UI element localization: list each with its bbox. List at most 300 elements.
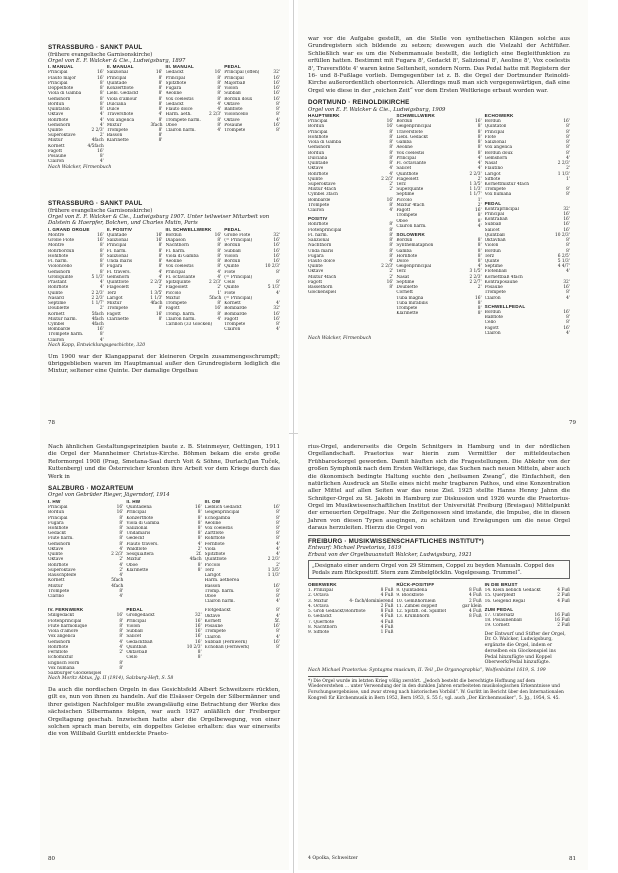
stop-row: [396, 311, 481, 316]
stop-name: Oktavbaß: [484, 238, 506, 244]
stop-pitch: 16': [563, 325, 570, 331]
stop-pitch: 32': [563, 206, 570, 212]
stop-pitch: 4': [217, 316, 222, 322]
stop-pitch: 8': [119, 623, 124, 629]
stop-name: Fagott: [396, 208, 411, 214]
stop-name: Kontraprincipal: [484, 206, 519, 212]
stop-pitch: 8': [276, 269, 280, 275]
stop-pitch: 5 1/3': [557, 259, 570, 265]
stop-pitch: 2': [389, 187, 394, 193]
stop-pitch: 8': [197, 531, 202, 537]
stop-name: Fugara: [48, 520, 64, 526]
stop-pitch: 8': [217, 122, 222, 128]
column-heading: ECHOWERK: [484, 113, 514, 119]
stop-name: Fl. travers.: [106, 269, 131, 275]
page-79: [298, 0, 588, 434]
stop-pitch: 2': [389, 274, 394, 280]
stop-pitch: 16': [214, 70, 222, 76]
stop-name: Principal: [484, 211, 505, 217]
stop-pitch: 4': [119, 562, 124, 568]
stop-name: Posaune: [484, 285, 503, 291]
section-subtitle: (frühere evangelische Garnisonskirche): [48, 207, 153, 214]
stop-pitch: 8': [276, 645, 280, 651]
stop-name: Vox angelica: [484, 145, 513, 151]
stop-name: Bordun: [48, 101, 65, 107]
stop-pitch: 8': [389, 155, 394, 161]
column-heading: IN DIE BRUST: [484, 582, 518, 588]
stop-pitch: 4 Fuß: [468, 593, 482, 599]
stop-pitch: 10 2/3': [555, 232, 570, 238]
stop-pitch: 4': [119, 546, 124, 552]
stop-name: Quinte: [484, 259, 500, 265]
stop-name: Fagott: [224, 316, 239, 322]
stop-pitch: 4fach: [111, 583, 124, 589]
stop-pitch: 8': [197, 650, 202, 656]
column-heading: I. MANUAL: [48, 64, 74, 70]
source-note: Nach Walcker, Firmenbuch: [48, 164, 112, 170]
stop-name: 1. Prinzipal: [308, 588, 333, 594]
column-heading: III. SCHWELLWERK: [165, 227, 212, 232]
stop-pitch: 8': [119, 531, 124, 537]
page-number: 78: [48, 420, 55, 426]
stop-pitch: 2': [99, 133, 104, 139]
stop-name: Geigenprincipal: [396, 264, 432, 270]
stop-pitch: 4': [197, 541, 202, 547]
stop-pitch: 8': [197, 655, 202, 661]
stop-pitch: 8 Fuß: [468, 588, 482, 594]
stop-pitch: 8': [158, 127, 163, 133]
stop-name: Flageolett: [396, 176, 419, 182]
stop-pitch: 4': [217, 274, 222, 280]
stop-pitch: 8': [566, 129, 570, 135]
stop-pitch: 4fach: [91, 316, 104, 322]
stoplist-grid: [48, 64, 280, 164]
stop-pitch: 32': [273, 233, 280, 238]
stop-pitch: 8': [566, 124, 570, 130]
stop-pitch: 4': [477, 223, 482, 229]
stop-pitch: 1 Fuß: [380, 630, 394, 636]
stoplist-grid: [308, 582, 570, 666]
stop-pitch: 2': [119, 557, 124, 563]
stop-name: Spitzflöte: [204, 552, 226, 558]
stop-name: Principal: [165, 75, 186, 81]
stop-pitch: 16': [273, 248, 280, 254]
stop-pitch: 4': [99, 280, 104, 286]
stop-name: Salzburger Glockenspiel: [48, 671, 102, 677]
stop-name: Violon: [126, 623, 141, 629]
builder-line: Orgel von E. F. Walcker & Cie., Ludwigsburg 1907. Unter teilweiser Mitarbeit von Dalstein & Haerpfer, Bolchen, und Charles Mutin, Paris: [48, 213, 270, 227]
stop-pitch: 8': [389, 202, 394, 208]
stop-pitch: 4': [276, 613, 280, 619]
stop-name: Vox humana: [484, 192, 512, 198]
stop-pitch: 16': [273, 75, 280, 81]
stop-name: Aeoline: [396, 145, 413, 151]
stop-pitch: 2': [158, 285, 163, 291]
section-title: FREIBURG · MUSIKWISSENSCHAFTLICHES INSTITUT*): [308, 537, 484, 545]
stop-pitch: 8': [389, 248, 394, 254]
stop-name: Viola di Gamba: [48, 91, 82, 97]
stop-row: [205, 645, 280, 650]
stop-pitch: 4': [99, 122, 104, 128]
stop-pitch: 4fach: [189, 557, 202, 563]
stop-name: Bordun: [396, 238, 413, 244]
page-80: [40, 434, 289, 870]
stop-name: Kornettbaß 4fach: [484, 274, 523, 280]
stop-name: Oktave: [204, 613, 221, 619]
stop-name: Flötenbaß: [484, 269, 507, 275]
stop-name: Salizional: [308, 238, 330, 244]
stop-column: [224, 64, 280, 164]
stop-pitch: 2': [477, 202, 482, 208]
stop-name: Bombarde: [224, 311, 247, 317]
quote: „Designato einer andern Orgel von 29 Stimmen, Coppel zu beyden Manualn. Coppel des Pedals zum Rückpositiff. Stern zum Zimbelglöcklin. Vogelgesang. Trummel“.: [312, 563, 555, 576]
stop-name: Fernflöte: [48, 650, 68, 656]
stop-pitch: 4fach: [150, 301, 163, 307]
stop-row: [224, 128, 280, 133]
stop-row: [107, 317, 163, 322]
stop-pitch: 32': [273, 70, 280, 76]
stop-name: Klarinette: [106, 138, 129, 144]
stop-pitch: 4': [158, 274, 163, 280]
stop-name: Trompete: [308, 202, 330, 208]
footnote: *) Die Orgel wurde im letzten Krieg völlig zerstört. „Jedoch besteht die berechtigte Hoffnung auf dem Wiedererstehen ... unter Verwendung der in den dunklen Jahren erarbeiteten musikologischen Erkenntnisse und Forschungsergebnisse, und zwar streng nach historischen Vorbild“. W. Gurlitt im Bericht über den Internationalen Kongreß für Kirchenmusik in Bern 1952, Bern 1953, S. 55 f.; vgl. auch „Der Kirchenmusiker“, 5. Jg., 1954, S. 45.: [308, 678, 564, 701]
stop-name: Quinte: [48, 552, 63, 558]
stop-name: Quinte: [308, 176, 323, 182]
stop-pitch: 16': [214, 306, 222, 312]
stop-pitch: 16': [273, 122, 280, 128]
stop-name: Clarino: [48, 594, 65, 600]
section-title: DORTMUND · REINOLDIKIRCHE: [308, 99, 410, 106]
stop-pitch: 16 Fuß: [554, 618, 570, 624]
stop-name: Quintatön: [484, 124, 507, 130]
stop-name: Bordun doux: [484, 150, 513, 156]
stop-name: Doppelflöte: [48, 86, 74, 92]
stop-pitch: 4': [158, 112, 163, 118]
stop-pitch: 4 4/7': [557, 264, 570, 270]
stop-name: Piccolo: [165, 290, 182, 296]
stop-name: Bordun: [308, 150, 325, 156]
stop-name: Clairon harm.: [165, 127, 196, 133]
stop-pitch: 8': [158, 306, 163, 312]
stop-pitch: 16': [563, 285, 570, 291]
stop-pitch: 2 2/3': [91, 127, 104, 133]
stop-pitch: 16': [195, 505, 202, 511]
stop-name: Nachthorn: [165, 243, 189, 249]
stop-pitch: 4': [276, 634, 280, 640]
stop-pitch: 4': [99, 159, 104, 165]
stop-pitch: 16': [97, 70, 104, 76]
stop-name: Cello: [484, 320, 496, 326]
design-line: Entwurf: Michael Praetorius, 1619: [308, 545, 402, 552]
stop-pitch: 16': [273, 80, 280, 86]
stop-pitch: 8': [158, 117, 163, 123]
stop-name: Fugara: [308, 253, 324, 259]
stop-name: Kornett: [48, 578, 65, 584]
stop-name: Dulciana: [308, 155, 328, 161]
stop-pitch: 4': [276, 599, 280, 605]
stop-name: Septime: [484, 264, 503, 270]
stop-name: Mixtur 4fach: [308, 274, 337, 280]
column-heading: PEDAL: [224, 227, 241, 232]
rule: [308, 535, 570, 536]
stoplist-grid: [308, 113, 570, 336]
stop-pitch: 16': [273, 243, 280, 249]
stop-name: Vox coelestis: [204, 525, 233, 531]
section-title: STRASSBURG · SANKT PAUL: [48, 200, 143, 207]
builder-line: Orgel von E. F. Walcker & Cie., Ludwigsburg, 1897: [48, 57, 186, 64]
stop-column: [205, 499, 280, 604]
stop-name: Quinte: [48, 127, 63, 133]
stop-pitch: 32': [195, 613, 202, 619]
stop-pitch: 8': [276, 594, 280, 600]
stop-pitch: 2 2/7': [469, 279, 482, 285]
stop-pitch: 8': [158, 75, 163, 81]
stop-name: Geigenprincipal: [204, 510, 240, 516]
stop-column: [396, 582, 481, 666]
stop-pitch: 4': [99, 117, 104, 123]
stop-pitch: 4 Fuß: [557, 588, 570, 594]
stop-pitch: 8': [119, 618, 124, 624]
stop-pitch: 8': [217, 264, 222, 270]
stop-name: Basson: [204, 583, 221, 589]
stop-pitch: 8': [566, 134, 570, 140]
stop-column: [166, 64, 222, 164]
stop-name: Klarinette: [126, 567, 149, 573]
stop-pitch: 16': [273, 96, 280, 102]
stop-pitch: 8': [158, 101, 163, 107]
stop-name: Gedacktbaß: [126, 639, 153, 645]
stop-pitch: 2': [477, 285, 482, 291]
stop-name: Liebl. Gedackt: [106, 91, 139, 97]
stop-pitch: 8': [477, 248, 482, 254]
stop-name: Undamaris: [126, 531, 151, 537]
stop-name: Konzertflöte: [126, 515, 154, 521]
stop-pitch: 16': [273, 91, 280, 97]
stop-name: Echobaß (Fernwerk): [204, 645, 250, 651]
stop-pitch: 5fach: [209, 295, 222, 301]
stop-name: Dulce: [106, 107, 120, 113]
stop-name: Kornettmixtur 4fach: [484, 181, 530, 187]
stop-pitch: 8': [217, 301, 222, 307]
stop-pitch: 8': [217, 96, 222, 102]
stop-name: Quintatön: [48, 107, 70, 113]
section-subtitle: (frühere evangelische Garnisonskirche): [48, 51, 153, 58]
stop-pitch: 1': [477, 197, 482, 203]
stop-name: Doublette: [396, 285, 418, 291]
stop-pitch: 8': [99, 248, 104, 254]
stop-name: Superoktave: [308, 181, 336, 187]
stop-name: Fl. harm.: [48, 259, 68, 265]
stop-pitch: 8': [217, 238, 222, 244]
stop-name: Quintbaß: [126, 644, 147, 650]
stop-pitch: 2': [119, 567, 124, 573]
stop-name: Trompete: [204, 629, 226, 635]
stop-pitch: 4': [119, 644, 124, 650]
body-paragraph: rius-Orgel, andererseits die Orgeln Schnitgers in Hamburg und in der nördlichen Orgellandschaft. Praetorius war hierin zum Vermittler der mitteldeutschen Frühbarockorgel geworden. Damit häuften sich die Fragestellungen. Die Abkehr von der großen Symphonik nach dem Ersten Weltkriege, das Suchen nach neuen Mitteln, aber auch die ökonomisch bedingte Haltung suchte den „heilsamen Zwang“, die Einfachheit, den natürlichen Ausdruck an Stelle eines nicht mehr tragbaren Pathos, und eine Konzentration aller Mittel auf allen Seiten war das neue Ziel. 1925 stellte Hanns Henny Jahnn die Schnitger-Orgel zu St. Jakobi in Hamburg zur Diskussion und 1926 wurde die Praetorius-Orgel im Musikwissenschaftlichen Institut der Universität Freiburg (Breisgau) Mittelpunkt der erneuerten Orgelfrage. Nur die Zeitgenossen sind imstande, die Impulse, die in diesen Jahren von diesen Typen ausgingen, zu schätzen und Erwägungen um die neue Orgel daraus herzuleiten. Hierzu die Orgel von: [308, 444, 570, 532]
page-number: 81: [569, 856, 576, 862]
stop-pitch: 3fach: [150, 122, 163, 128]
stop-pitch: 16': [116, 505, 124, 511]
stop-name: Flageolett: [165, 285, 188, 291]
stop-name: Clairon: [484, 330, 501, 336]
stop-pitch: [219, 322, 221, 327]
stop-name: Bordun: [165, 233, 182, 238]
stop-pitch: 4': [217, 127, 222, 133]
stop-pitch: 16': [273, 253, 280, 259]
stop-name: Terz: [484, 253, 495, 259]
stop-name: Viola di Gamba: [126, 520, 160, 526]
builder-line: Erbaut von der Orgelbauanstalt Walcker, Ludwigsburg, 1921: [308, 551, 473, 558]
stop-name: Unda maris: [106, 259, 133, 265]
stop-pitch: 8': [217, 248, 222, 254]
stop-pitch: 4': [477, 166, 482, 172]
stop-pitch: 8': [477, 145, 482, 151]
stop-name: Große Flöte: [48, 238, 75, 244]
stop-name: Salizional: [126, 525, 148, 531]
stop-pitch: 8': [566, 150, 570, 156]
stop-name: Glockenspiel: [308, 290, 336, 296]
stop-pitch: 16': [195, 629, 202, 635]
stop-pitch: 8': [477, 311, 482, 317]
stop-pitch: 8': [389, 253, 394, 259]
stop-name: Aeoline: [165, 91, 182, 97]
stop-name: Principal: [126, 618, 146, 624]
column-heading: SCHWELLWERK: [396, 113, 436, 119]
stop-name: Baßflöte: [224, 107, 243, 113]
stop-name: Rohrflöte: [48, 562, 69, 568]
stop-name: Posaune: [48, 154, 67, 160]
stop-pitch: 4': [566, 330, 570, 336]
stop-name: 17. Untersatz: [484, 612, 515, 618]
stop-pitch: 8': [566, 248, 570, 254]
stop-name: Gamba: [396, 248, 412, 254]
stop-name: Gemshorn: [48, 269, 71, 275]
stop-name: Oktave: [308, 269, 324, 275]
stop-pitch: 16': [195, 618, 202, 624]
stop-name: (= Principal): [224, 295, 253, 301]
stop-name: Traversflöte: [396, 129, 423, 135]
stop-pitch: 16': [475, 208, 482, 214]
stop-name: Principal: [106, 243, 127, 249]
stop-name: Bombarde: [224, 306, 247, 312]
stop-name: Dulciana: [106, 101, 127, 107]
stop-pitch: 8': [99, 80, 104, 86]
stop-name: Trompete: [106, 306, 128, 312]
stop-pitch: 16': [214, 233, 222, 238]
column-heading: SOLOWERK: [396, 232, 425, 238]
stop-pitch: 4': [217, 101, 222, 107]
stop-pitch: 1 1/3': [267, 573, 280, 579]
stop-name: Spitzquinte: [165, 280, 191, 286]
stop-name: Gemshorn: [48, 96, 71, 102]
stop-name: Majorbaß: [224, 80, 246, 86]
column-heading: III. OW: [204, 499, 221, 505]
stop-name: Bassethorn: [308, 285, 333, 291]
stop-name: Hohlflöte: [48, 525, 69, 531]
stop-name: Salizional: [106, 253, 128, 259]
stop-pitch: 4': [477, 161, 482, 167]
stop-name: Nasat: [484, 161, 498, 167]
stop-name: Prästant: [48, 280, 67, 286]
stop-name: Quintbaß: [484, 232, 505, 238]
stop-name: Clairon: [224, 327, 241, 333]
stop-pitch: 2 Fuß: [380, 603, 394, 609]
stop-name: Fl. harm.: [308, 232, 328, 238]
stop-pitch: gar klein: [462, 603, 482, 609]
stop-name: Lieblich Gedackt: [204, 505, 242, 511]
stop-name: Salizional: [484, 140, 506, 146]
stop-pitch: 8': [217, 91, 222, 97]
stop-name: Rohrflöte: [48, 644, 69, 650]
stop-name: 8. Nachthorn: [308, 624, 337, 630]
stop-pitch: 1 1/7': [91, 301, 104, 307]
stop-name: Trompete: [165, 301, 187, 307]
stop-name: Gemshorn: [106, 274, 130, 280]
stop-pitch: 4': [217, 107, 222, 113]
stop-name: Subbaß: [224, 91, 241, 97]
stop-pitch: 16': [155, 70, 163, 76]
stop-name: 8. Quintadena: [396, 588, 428, 594]
stop-pitch: 16': [273, 311, 280, 317]
stop-name: Oktave: [48, 546, 64, 552]
stop-name: Synthemataphon: [396, 243, 434, 249]
stop-name: Mixtur harm.: [48, 316, 77, 322]
stop-name: Gemshorn: [484, 155, 508, 161]
stop-pitch: 2': [389, 269, 394, 275]
stop-name: Nachthorn: [308, 243, 332, 249]
stop-column: [126, 607, 201, 676]
stop-row: [107, 138, 163, 143]
stop-name: Kontrabaß: [484, 217, 508, 223]
stop-pitch: 8': [99, 264, 104, 270]
stop-name: Violoncello: [48, 264, 73, 270]
stop-pitch: 2 Fuß: [468, 598, 482, 604]
stop-pitch: 8': [119, 525, 124, 531]
stop-pitch: 8': [217, 253, 222, 259]
stop-pitch: 16': [273, 583, 280, 589]
stop-name: 18. Posaunenbaß: [484, 618, 522, 624]
stop-name: 19. Cornett: [484, 623, 510, 629]
column-heading: IV. FERNWERK: [48, 607, 84, 613]
stop-pitch: 16 Fuß: [554, 612, 570, 618]
stop-name: 2. Octava: [308, 593, 329, 599]
source-note: Nach Moritz Abtus, Jg. II (1914), Salzburg-Heft, S. 58: [48, 676, 174, 682]
stop-name: Carillon (33 Glocken): [165, 321, 213, 327]
stop-name: Stillgedackt: [48, 613, 75, 619]
stop-name: Tromp. harm.: [204, 588, 235, 594]
column-heading: I. GRAND ORGUE: [48, 227, 90, 232]
stop-pitch: 2 Fuß: [557, 593, 570, 599]
stop-name: Viola d'amour: [106, 96, 138, 102]
stop-name: Violoncello: [224, 112, 249, 118]
column-heading: PEDAL: [126, 607, 143, 613]
stop-column: [48, 227, 104, 343]
page-number: 79: [569, 420, 576, 426]
stop-name: Rohrflöte: [308, 171, 329, 177]
stop-pitch: 8': [477, 129, 482, 135]
stop-pitch: 4': [389, 166, 394, 172]
stop-name: Rohrflöte: [48, 285, 69, 291]
stop-pitch: 4': [99, 285, 104, 291]
stop-name: 10. Gemßhörnlein: [396, 598, 436, 604]
stop-pitch: 16': [97, 233, 104, 238]
column-heading: III. MANUAL: [165, 64, 194, 70]
stop-name: Subbaß: [126, 629, 143, 635]
stop-pitch: 16': [155, 311, 163, 317]
stop-pitch: 8': [477, 300, 482, 306]
stop-name: Großquinte: [48, 274, 73, 280]
stop-pitch: 4': [477, 264, 482, 270]
